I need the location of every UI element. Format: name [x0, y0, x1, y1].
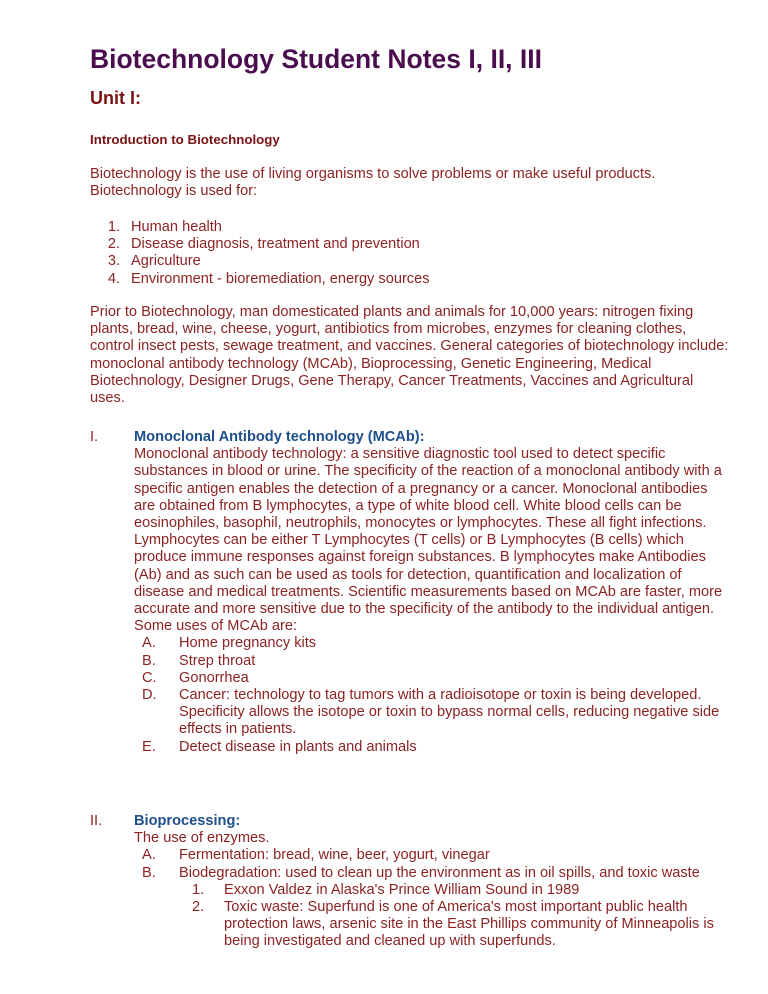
- list-number: 1.: [192, 881, 205, 898]
- section-bioprocessing: [90, 813, 730, 951]
- list-item: [134, 653, 730, 670]
- list-text: Environment - bioremediation, energy sources: [131, 270, 430, 287]
- section-numeral: I.: [90, 429, 99, 445]
- list-text: Agriculture: [131, 253, 201, 270]
- list-text: Detect disease in plants and animals: [179, 738, 417, 755]
- list-number: 2.: [192, 899, 205, 916]
- list-item: [90, 253, 430, 270]
- section-title: Bioprocessing:: [134, 813, 241, 829]
- list-item: [134, 739, 730, 756]
- list-number: 2.: [107, 236, 120, 253]
- list-item: [134, 670, 730, 687]
- list-text: Exxon Valdez in Alaska's Prince William Sound in 1989: [224, 881, 580, 898]
- list-text: Fermentation: bread, wine, beer, yogurt, vinegar: [179, 847, 490, 864]
- section-body: The use of enzymes.: [134, 830, 270, 847]
- sub-list-item: [179, 899, 730, 951]
- list-item: [134, 687, 730, 739]
- list-text: Gonorrhea: [179, 669, 249, 686]
- section-body: Monoclonal antibody technology: a sensitive diagnostic tool used to detect specific substances in blood or urine. The specificity of the reaction of a monoclonal antibody with a specific antigen enables the detection of a pregnancy or a cancer. Monoclonal antibodies are obtained from B lymphocytes, a type of white blood cell. White blood cells can be eosinophiles, basophil, neutrophils, monocytes or lymphocytes. These all fight infections. Lymphocytes can be either T Lymphocytes (T cells) or B Lymphocytes (B cells) which produce immune responses against foreign substances. B lymphocytes make Antibodies (Ab) and as such can be used as tools for detection, quantification and localization of disease and medical treatments. Scientific measurements based on MCAb are faster, more accurate and more sensitive due to the specificity of the antibody to the individual antigen. Some uses of MCAb are:: [134, 446, 723, 635]
- history-paragraph: Prior to Biotechnology, man domesticated plants and animals for 10,000 years: nitrogen fixing plants, bread, wine, cheese, yogurt, antibiotics from microbes, enzymes for cleaning clothes, control insect pests, sewage treatment, and vaccines. General categories of biotechnology include: monoclonal antibody technology (MCAb), Bioprocessing, Genetic Engineering, Medical Biotechnology, Designer Drugs, Gene Therapy, Cancer Treatments, Vaccines and Agricultural uses.: [90, 304, 729, 407]
- section-monoclonal-antibody: [90, 429, 730, 756]
- list-letter: B.: [142, 652, 156, 669]
- list-number: 4.: [107, 270, 120, 287]
- intro-paragraph: Biotechnology is the use of living organisms to solve problems or make useful products. Biotechnology is used for:: [90, 166, 656, 200]
- list-item: [134, 635, 730, 652]
- sub-list-item: [179, 882, 730, 899]
- list-text: Cancer: technology to tag tumors with a radioisotope or toxin is being developed. Specificity allows the isotope or toxin to bypass normal cells, reducing negative side effects in patients.: [179, 687, 720, 738]
- list-letter: A.: [142, 847, 156, 864]
- list-text: Toxic waste: Superfund is one of America's most important public health protection laws, arsenic site in the East Phillips community of Minneapolis is being investigated and cleaned up with superfunds.: [224, 899, 714, 950]
- section-numeral: II.: [90, 813, 103, 829]
- list-letter: E.: [142, 738, 156, 755]
- list-item: [90, 219, 430, 236]
- list-text: Biodegradation: used to clean up the environment as in oil spills, and toxic waste: [179, 864, 700, 881]
- list-item: [134, 865, 730, 882]
- list-text: Human health: [131, 219, 222, 235]
- list-number: 3.: [107, 253, 120, 270]
- list-text: Strep throat: [179, 652, 256, 669]
- list-letter: A.: [142, 635, 156, 652]
- list-letter: B.: [142, 864, 156, 881]
- list-letter: D.: [142, 687, 157, 704]
- list-item: [90, 236, 430, 253]
- document-title: Biotechnology Student Notes I, II, III: [90, 44, 542, 74]
- section-title: Monoclonal Antibody technology (MCAb):: [134, 429, 425, 445]
- list-item: [90, 271, 430, 288]
- intro-heading: Introduction to Biotechnology: [90, 132, 280, 147]
- list-item: [134, 847, 730, 864]
- list-number: 1.: [107, 219, 120, 235]
- list-letter: C.: [142, 669, 157, 686]
- list-text: Home pregnancy kits: [179, 635, 317, 652]
- unit-heading: Unit I:: [90, 88, 141, 108]
- list-text: Disease diagnosis, treatment and prevention: [131, 236, 420, 253]
- uses-list: [90, 219, 430, 288]
